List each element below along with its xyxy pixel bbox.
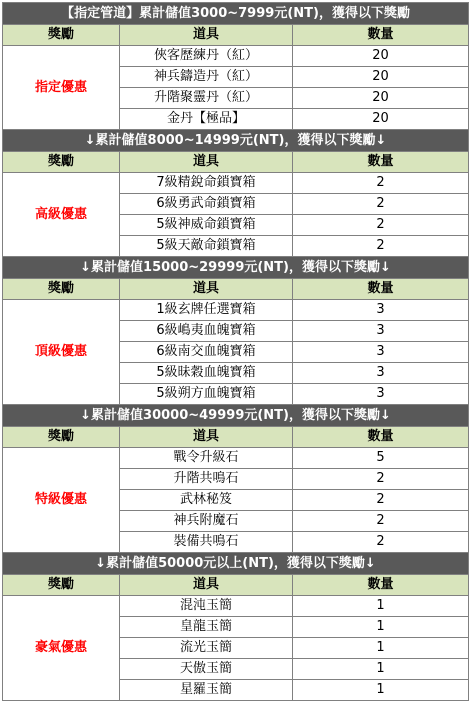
item-quantity: 2	[293, 194, 469, 215]
item-quantity: 3	[293, 321, 469, 342]
tier-label: 特級優惠	[3, 448, 120, 553]
item-name: 升階聚靈丹（紅）	[120, 88, 293, 109]
item-name: 天傲玉簡	[120, 659, 293, 680]
column-header-quantity: 數量	[293, 152, 469, 173]
column-header-quantity: 數量	[293, 575, 469, 596]
item-name: 混沌玉簡	[120, 596, 293, 617]
item-quantity: 20	[293, 67, 469, 88]
column-header-reward: 獎勵	[3, 25, 120, 46]
column-header-reward: 獎勵	[3, 152, 120, 173]
item-quantity: 2	[293, 532, 469, 553]
section-header-row	[3, 130, 469, 152]
item-name: 神兵鑄造丹（紅）	[120, 67, 293, 88]
item-name: 俠客歷練丹（紅）	[120, 46, 293, 67]
column-header-row	[3, 427, 469, 448]
item-quantity: 3	[293, 384, 469, 405]
item-quantity: 3	[293, 300, 469, 321]
item-quantity: 3	[293, 342, 469, 363]
column-header-row	[3, 575, 469, 596]
section-header-row	[3, 553, 469, 575]
item-quantity: 2	[293, 173, 469, 194]
reward-table-body	[3, 3, 469, 701]
item-quantity: 2	[293, 215, 469, 236]
column-header-item: 道具	[120, 575, 293, 596]
item-name: 戰令升級石	[120, 448, 293, 469]
column-header-item: 道具	[120, 152, 293, 173]
tier-label: 指定優惠	[3, 46, 120, 130]
column-header-reward: 獎勵	[3, 279, 120, 300]
column-header-item: 道具	[120, 25, 293, 46]
table-row	[3, 300, 469, 321]
section-title: 【指定管道】累計儲值3000~7999元(NT)，獲得以下獎勵	[3, 3, 469, 25]
tier-label: 豪氣優惠	[3, 596, 120, 701]
item-quantity: 3	[293, 363, 469, 384]
item-name: 金丹【極品】	[120, 109, 293, 130]
reward-table	[2, 2, 469, 701]
section-title: ↓累計儲值8000~14999元(NT)，獲得以下獎勵↓	[3, 130, 469, 152]
table-row	[3, 448, 469, 469]
tier-label: 高級優惠	[3, 173, 120, 257]
column-header-reward: 獎勵	[3, 575, 120, 596]
column-header-item: 道具	[120, 279, 293, 300]
item-name: 皇龍玉簡	[120, 617, 293, 638]
section-header-row	[3, 3, 469, 25]
column-header-row	[3, 25, 469, 46]
item-quantity: 1	[293, 617, 469, 638]
item-quantity: 20	[293, 109, 469, 130]
table-row	[3, 173, 469, 194]
column-header-row	[3, 152, 469, 173]
item-quantity: 1	[293, 596, 469, 617]
item-quantity: 2	[293, 469, 469, 490]
item-quantity: 1	[293, 680, 469, 701]
section-header-row	[3, 405, 469, 427]
section-header-row	[3, 257, 469, 279]
item-quantity: 1	[293, 659, 469, 680]
column-header-quantity: 數量	[293, 427, 469, 448]
tier-label: 頂級優惠	[3, 300, 120, 405]
item-quantity: 2	[293, 490, 469, 511]
item-name: 升階共鳴石	[120, 469, 293, 490]
item-name: 神兵附魔石	[120, 511, 293, 532]
item-quantity: 20	[293, 46, 469, 67]
table-row	[3, 46, 469, 67]
item-name: 5級朔方血魄寶箱	[120, 384, 293, 405]
table-row	[3, 596, 469, 617]
item-name: 武林秘笈	[120, 490, 293, 511]
item-quantity: 2	[293, 236, 469, 257]
item-name: 6級勇武命鎖寶箱	[120, 194, 293, 215]
column-header-item: 道具	[120, 427, 293, 448]
item-quantity: 5	[293, 448, 469, 469]
item-quantity: 2	[293, 511, 469, 532]
item-quantity: 1	[293, 638, 469, 659]
item-name: 星羅玉簡	[120, 680, 293, 701]
section-title: ↓累計儲值30000~49999元(NT)，獲得以下獎勵↓	[3, 405, 469, 427]
section-title: ↓累計儲值50000元以上(NT)，獲得以下獎勵↓	[3, 553, 469, 575]
item-name: 7級精銳命鎖寶箱	[120, 173, 293, 194]
column-header-quantity: 數量	[293, 25, 469, 46]
section-title: ↓累計儲值15000~29999元(NT)，獲得以下獎勵↓	[3, 257, 469, 279]
column-header-quantity: 數量	[293, 279, 469, 300]
column-header-reward: 獎勵	[3, 427, 120, 448]
item-name: 6級嶋夷血魄寶箱	[120, 321, 293, 342]
item-name: 6級南交血魄寶箱	[120, 342, 293, 363]
item-name: 裝備共鳴石	[120, 532, 293, 553]
item-name: 5級昧穀血魄寶箱	[120, 363, 293, 384]
item-name: 流光玉簡	[120, 638, 293, 659]
item-quantity: 20	[293, 88, 469, 109]
column-header-row	[3, 279, 469, 300]
item-name: 5級天敵命鎖寶箱	[120, 236, 293, 257]
item-name: 1級玄牌任選寶箱	[120, 300, 293, 321]
item-name: 5級神威命鎖寶箱	[120, 215, 293, 236]
